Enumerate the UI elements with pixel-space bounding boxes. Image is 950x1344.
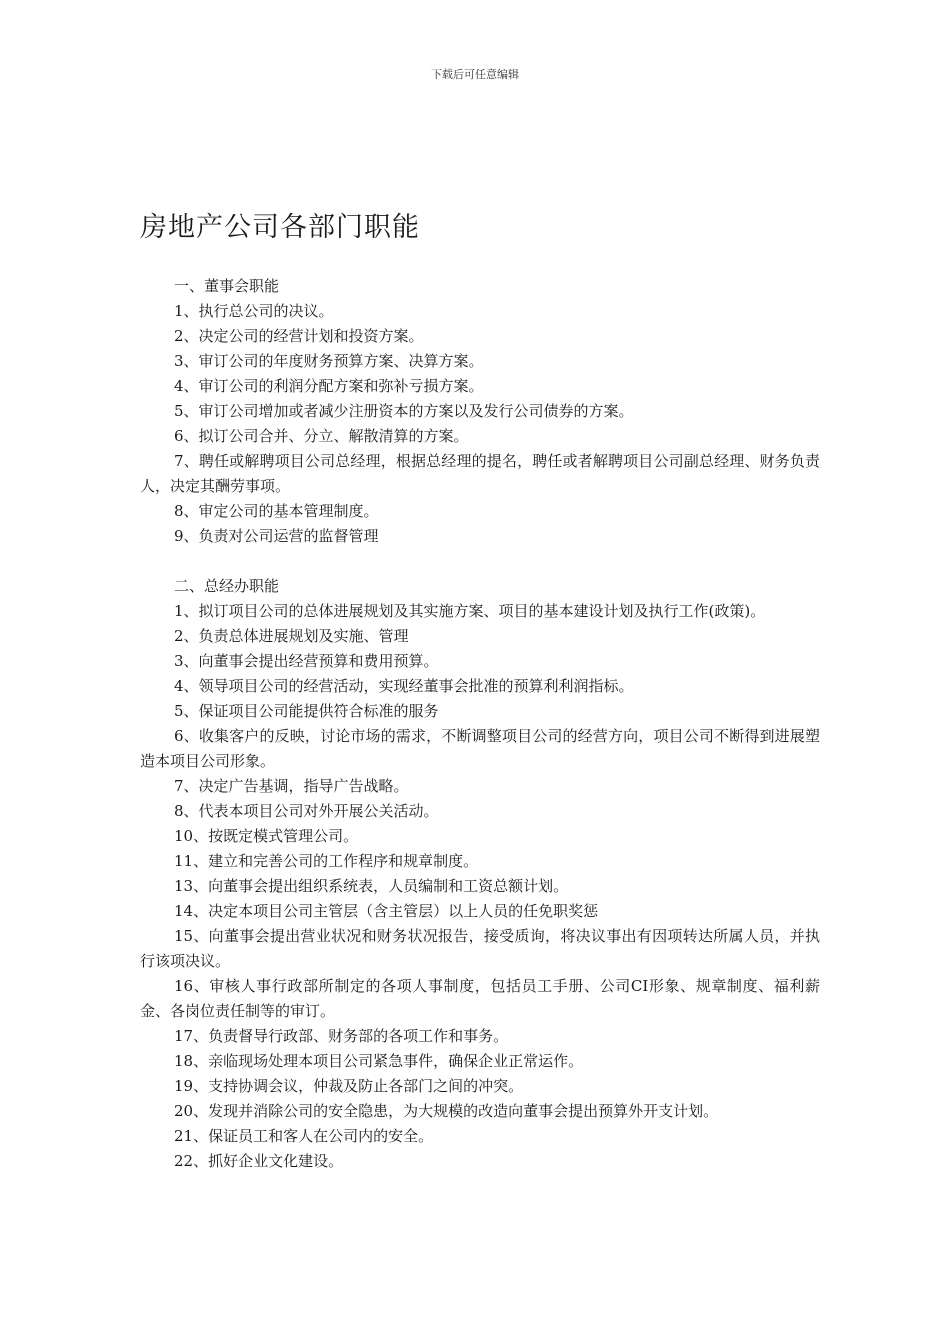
section-heading: 一、董事会职能 [174, 277, 280, 295]
list-item: 5、保证项目公司能提供符合标准的服务 [174, 702, 439, 720]
list-item: 9、负责对公司运营的监督管理 [174, 527, 379, 545]
section-heading: 二、总经办职能 [174, 577, 280, 595]
section-spacer [140, 549, 820, 574]
list-item: 13、向董事会提出组织系统表，人员编制和工资总额计划。 [174, 877, 569, 895]
list-item: 22、抓好企业文化建设。 [174, 1152, 344, 1170]
list-item: 2、负责总体进展规划及实施、管理 [174, 627, 409, 645]
list-item: 4、审订公司的利润分配方案和弥补亏损方案。 [174, 377, 484, 395]
list-item: 7、决定广告基调，指导广告战略。 [174, 777, 409, 795]
list-item: 16、审核人事行政部所制定的各项人事制度，包括员工手册、公司CI形象、规章制度、福利薪金、各岗位责任制等的审订。 [140, 977, 820, 1020]
list-item: 10、按既定模式管理公司。 [174, 827, 359, 845]
list-item: 8、审定公司的基本管理制度。 [174, 502, 379, 520]
list-item: 6、拟订公司合并、分立、解散清算的方案。 [174, 427, 469, 445]
header-note: 下载后可任意编辑 [431, 68, 519, 81]
document-body [140, 274, 820, 1174]
list-item: 7、聘任或解聘项目公司总经理，根据总经理的提名，聘任或者解聘项目公司副总经理、财务负责人，决定其酬劳事项。 [140, 452, 820, 495]
list-item: 5、审订公司增加或者减少注册资本的方案以及发行公司债券的方案。 [174, 402, 634, 420]
section-gm-office-duties [140, 574, 820, 1174]
list-item: 1、拟订项目公司的总体进展规划及其实施方案、项目的基本建设计划及执行工作(政策)。 [174, 602, 766, 620]
list-item: 6、收集客户的反映，讨论市场的需求，不断调整项目公司的经营方向，项目公司不断得到进展塑造本项目公司形象。 [140, 727, 820, 770]
list-item: 2、决定公司的经营计划和投资方案。 [174, 327, 424, 345]
list-item: 1、执行总公司的决议。 [174, 302, 334, 320]
list-item: 21、保证员工和客人在公司内的安全。 [174, 1127, 434, 1145]
list-item: 8、代表本项目公司对外开展公关活动。 [174, 802, 439, 820]
list-item: 20、发现并消除公司的安全隐患，为大规模的改造向董事会提出预算外开支计划。 [174, 1102, 719, 1120]
list-item: 3、审订公司的年度财务预算方案、决算方案。 [174, 352, 484, 370]
list-item: 14、决定本项目公司主管层（含主管层）以上人员的任免职奖惩 [174, 902, 599, 920]
list-item: 4、领导项目公司的经营活动，实现经董事会批准的预算利利润指标。 [174, 677, 634, 695]
list-item: 18、亲临现场处理本项目公司紧急事件，确保企业正常运作。 [174, 1052, 584, 1070]
list-item: 19、支持协调会议，仲裁及防止各部门之间的冲突。 [174, 1077, 524, 1095]
list-item: 15、向董事会提出营业状况和财务状况报告，接受质询，将决议事出有因项转达所属人员，并执行该项决议。 [140, 927, 820, 970]
section-board-duties [140, 274, 820, 549]
document-title: 房地产公司各部门职能 [140, 212, 420, 243]
list-item: 11、建立和完善公司的工作程序和规章制度。 [174, 852, 479, 870]
list-item: 3、向董事会提出经营预算和费用预算。 [174, 652, 439, 670]
list-item: 17、负责督导行政部、财务部的各项工作和事务。 [174, 1027, 509, 1045]
